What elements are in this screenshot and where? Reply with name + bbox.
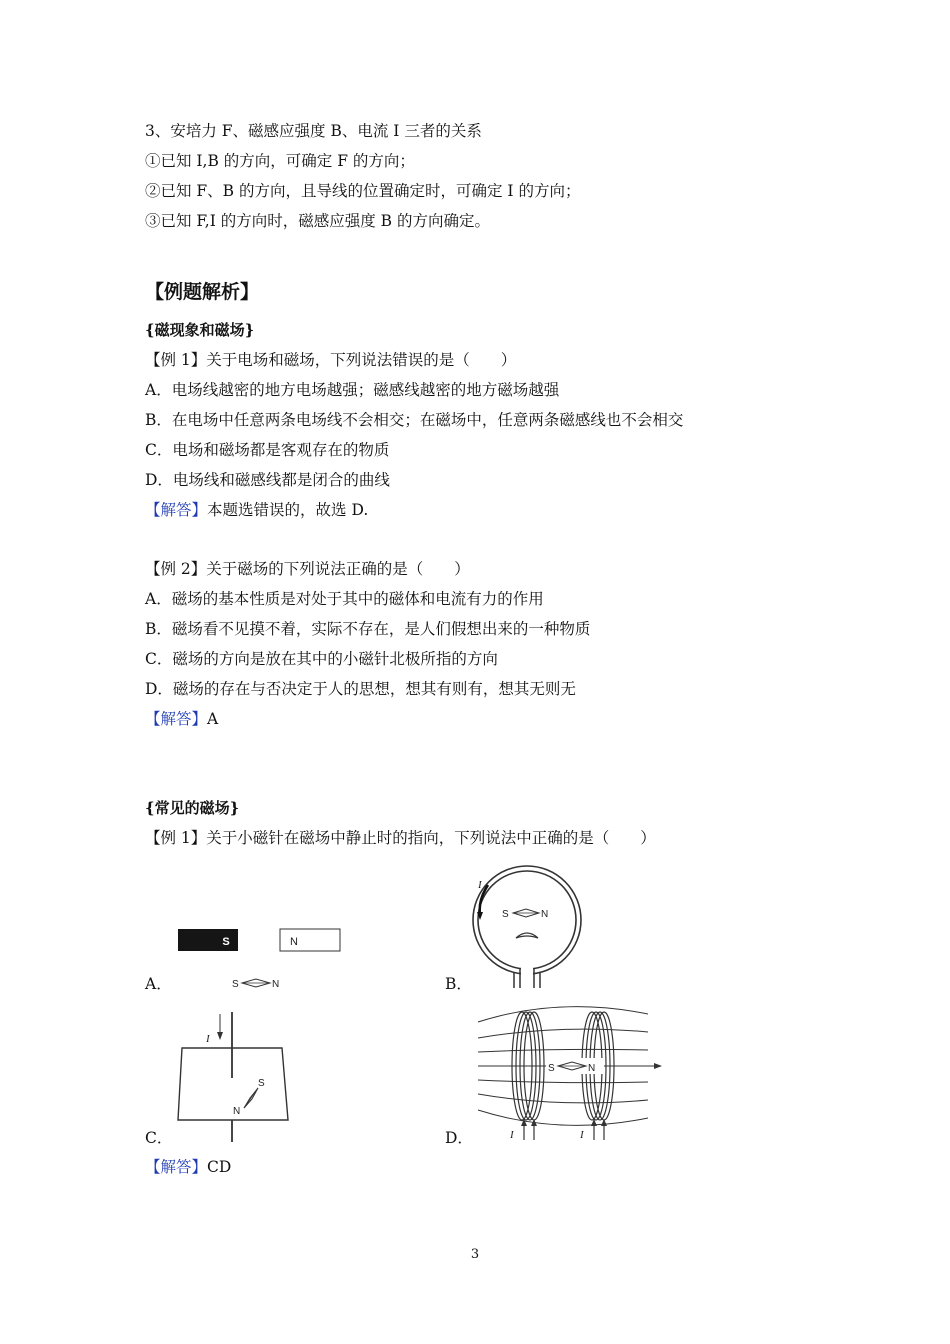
option-b-label: B． [445, 975, 472, 993]
figure-c-needle-n: N [233, 1106, 241, 1117]
option-d-label: D． [445, 1129, 473, 1147]
figure-d-current-left: I [510, 1129, 514, 1141]
p1-ex1-answer [145, 500, 368, 520]
figure-d-field-line-2 [478, 1029, 648, 1038]
figure-a-white-magnet [280, 929, 340, 951]
figure-d-coils [470, 1002, 665, 1142]
figure-d-field-line-3 [478, 1049, 648, 1052]
p2-ex1-answer [145, 1157, 231, 1177]
p1-ex2-option-c: C．磁场的方向是放在其中的小磁针北极所指的方向 [145, 650, 498, 668]
p1-ex1-option-d: D．电场线和磁感线都是闭合的曲线 [145, 471, 390, 489]
section3-item-2: ②已知 F、B 的方向，且导线的位置确定时，可确定 I 的方向； [145, 182, 581, 200]
figure-b-loop-inner [478, 871, 576, 969]
figure-c-current-arrowhead [217, 1032, 223, 1040]
figure-b-curl-symbol [516, 933, 538, 938]
option-a-label: A． [145, 975, 172, 993]
p1-ex1-option-a: A．电场线越密的地方电场越强；磁感线越密的地方磁场越强 [145, 381, 560, 399]
p1-ex1-option-b: B．在电场中任意两条电场线不会相交；在磁场中，任意两条磁感线也不会相交 [145, 411, 684, 429]
p2-ex1-question [145, 828, 656, 848]
figure-d-field-line-1 [478, 1007, 648, 1022]
p1-ex1-option-c: C．电场和磁场都是客观存在的物质 [145, 441, 390, 459]
figure-b-needle-n: N [541, 909, 549, 920]
p1-ex1-label: 【例 1】 [145, 351, 207, 369]
figure-a-magnet-s: S [222, 936, 230, 948]
figure-b-loop-gap [521, 965, 533, 977]
figure-b-loop-outer [473, 866, 581, 974]
figure-d-axis-arrowhead [654, 1063, 662, 1069]
page-number: 3 [470, 1247, 480, 1262]
p1-ex1-answer-text: 本题选错误的，故选 D. [207, 501, 369, 519]
part1-title: {磁现象和磁场} [145, 321, 255, 339]
part2-title: {常见的磁场} [145, 799, 240, 817]
figure-c-needle-s: S [258, 1078, 265, 1089]
figure-d-needle-n: N [588, 1063, 596, 1074]
p1-ex1-question [145, 350, 516, 370]
section3-item-1: ①已知 I,B 的方向，可确定 F 的方向； [145, 152, 415, 170]
p1-ex2-option-d: D．磁场的存在与否决定于人的思想，想其有则有，想其无则无 [145, 680, 576, 698]
p1-ex2-answer-text: A [207, 710, 219, 728]
figure-d-needle-s: S [548, 1063, 555, 1074]
section3-item-3: ③已知 F,I 的方向时，磁感应强度 B 的方向确定。 [145, 212, 490, 230]
p2-ex1-text: 关于小磁针在磁场中静止时的指向，下列说法中正确的是（ ） [206, 829, 656, 847]
figure-d-field-line-6 [478, 1110, 648, 1125]
figure-c-straight-wire [170, 1010, 320, 1145]
p1-ex2-label: 【例 2】 [145, 560, 207, 578]
p1-ex2-answer [145, 709, 218, 729]
p1-ex2-option-a: A．磁场的基本性质是对处于其中的磁体和电流有力的作用 [145, 590, 544, 608]
figure-d-current-right: I [580, 1129, 584, 1141]
p1-ex1-text: 关于电场和磁场，下列说法错误的是（ ） [206, 351, 517, 369]
figure-a-needle-s: S [232, 979, 239, 990]
figure-d-field-line-5 [478, 1094, 648, 1103]
figure-d-lead-arrow-4 [601, 1119, 607, 1126]
figure-b-current-label: I [478, 879, 482, 891]
p2-ex1-label: 【例 1】 [145, 829, 207, 847]
figure-b-current-loop [468, 860, 588, 990]
p1-ex2-question [145, 559, 470, 579]
p1-ex2-option-b: B．磁场看不见摸不着，实际不存在，是人们假想出来的一种物质 [145, 620, 591, 638]
figure-a-needle-n: N [272, 979, 280, 990]
p2-ex1-answer-label: 【解答】 [145, 1158, 208, 1176]
figure-b-needle-s: S [502, 909, 509, 920]
figure-a-bar-magnets [170, 925, 350, 1000]
p1-ex2-text: 关于磁场的下列说法正确的是（ ） [206, 560, 470, 578]
figure-c-current-label: I [206, 1033, 210, 1045]
figure-a-magnet-n: N [290, 936, 298, 948]
p1-ex1-answer-label: 【解答】 [145, 501, 208, 519]
p2-ex1-answer-text: CD [207, 1158, 232, 1176]
option-c-label: C． [145, 1129, 173, 1147]
examples-heading: 【例题解析】 [145, 281, 260, 303]
section3-title: 3、安培力 F、磁感应强度 B、电流 I 三者的关系 [145, 122, 482, 140]
p1-ex2-answer-label: 【解答】 [145, 710, 208, 728]
figure-d-field-line-4 [478, 1080, 648, 1083]
